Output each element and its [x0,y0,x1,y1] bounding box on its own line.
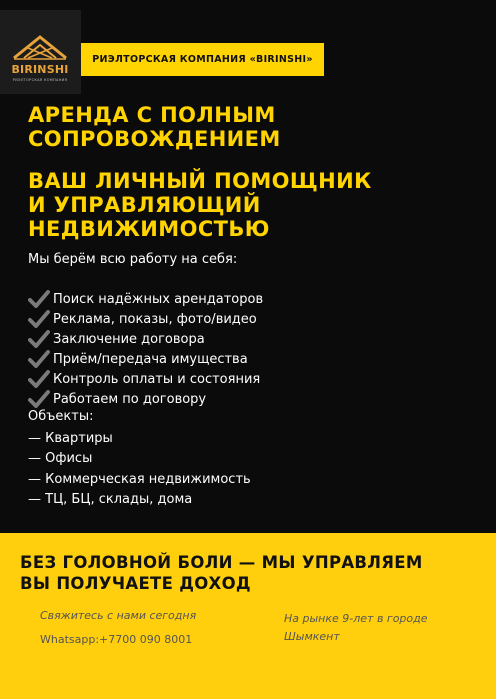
service-item [28,389,263,409]
market-info-line: Шымкент [284,630,340,643]
headline-assistant [28,169,448,241]
headline-rental [28,103,448,151]
object-item: — Коммерческая недвижимость [28,471,251,487]
check-icon [28,390,50,408]
services-list [28,289,263,409]
service-label: Реклама, показы, фото/видео [53,311,257,327]
logo-name: BIRINSHI [11,63,69,76]
object-item: — Офисы [28,451,93,467]
service-item [28,329,263,349]
footer-banner [0,533,496,699]
service-label: Заключение договора [53,331,205,347]
object-item: — ТЦ, БЦ, склады, дома [28,492,193,508]
object-item: — Квартиры [28,430,113,446]
objects-title: Объекты: [28,409,94,424]
headline-line: АРЕНДА С ПОЛНЫМ [28,103,276,127]
company-logo [0,10,81,94]
service-item [28,309,263,329]
house-roof-icon [12,34,68,62]
check-icon [28,370,50,388]
headline-line: НЕДВИЖИМОСТЬЮ [28,217,270,241]
check-icon [28,310,50,328]
footer-title-line: ВЫ ПОЛУЧАЕТЕ ДОХОД [20,574,251,593]
footer-title-line: БЕЗ ГОЛОВНОЙ БОЛИ — МЫ УПРАВЛЯЕМ [20,553,423,572]
service-label: Поиск надёжных арендаторов [53,291,264,307]
service-item [28,349,263,369]
whatsapp-phone[interactable]: Whatsapp:+7700 090 8001 [40,633,193,646]
market-info-line: На рынке 9-лет в городе [284,612,428,625]
headline-line: СОПРОВОЖДЕНИЕМ [28,127,281,151]
headline-line: И УПРАВЛЯЮЩИЙ [28,193,261,217]
check-icon [28,290,50,308]
headline-line: ВАШ ЛИЧНЫЙ ПОМОЩНИК [28,169,372,193]
market-info [284,610,474,646]
intro-text: Мы берём всю работу на себя: [28,252,238,267]
service-label: Контроль оплаты и состояния [53,371,261,387]
footer-title [20,552,480,594]
contact-cta: Свяжитесь с нами сегодня [40,609,197,622]
service-item [28,369,263,389]
service-label: Приём/передача имущества [53,351,248,367]
company-badge: РИЭЛТОРСКАЯ КОМПАНИЯ «BIRINSHI» [81,43,324,76]
service-label: Работаем по договору [53,391,207,407]
service-item [28,289,263,309]
objects-list [28,428,251,510]
check-icon [28,330,50,348]
check-icon [28,350,50,368]
logo-subtitle: РИЭЛТОРСКАЯ КОМПАНИЯ [12,78,68,82]
